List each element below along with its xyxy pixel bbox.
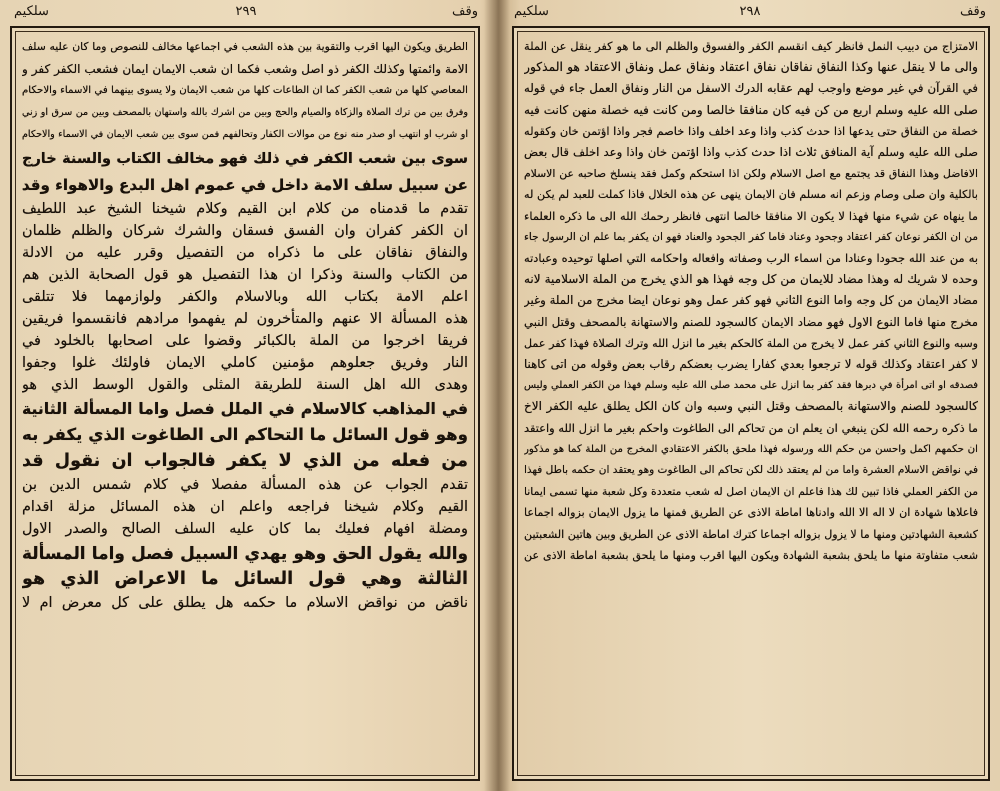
text-line: تقدم الجواب عن هذه المسألة مفصلا في كلام شمس الدين بن	[22, 477, 468, 493]
text-line: الامتزاج من دبيب النمل فانظر كيف انقسم الكفر والفسوق والظلم الى ما هو كفر ينقل عن الملة	[524, 39, 978, 53]
left-text-block	[22, 36, 468, 773]
text-line: المعاصي كلها من شعب الكفر كما ان الطاعات كلها من شعب الايمان ولا يسوى بينهما في الاسماء والاحكام	[22, 85, 468, 96]
left-header-left: سلكيم	[14, 4, 49, 19]
text-line: الطريق ويكون اليها اقرب والتقوية بين هذه الشعب في اجماعها مخالف للنصوص وما كان عليه سلف	[22, 40, 468, 53]
text-line: مخرج منها فاما النوع الاول فهو مضاد الايمان كالسجود للصنم والاستهانة بالمصحف وقتل النبي	[524, 314, 978, 329]
text-line: من الكتاب والسنة وذكرا ان هذا التفصيل هو قول الصحابة الذين هم	[22, 267, 468, 283]
text-line: فريقا اخرجوا من الملة بالكبائر وقضوا على اصحابها بالخلود في	[22, 333, 468, 349]
text-line: والى ما لا ينقل عنها وكذا النفاق نفاقان نفاق اعتقاد ونفاق عمل ونفاق الاعتقاد هو المذكور	[524, 60, 978, 75]
text-line: صلى الله عليه وسلم آية المنافق ثلاث اذا حدث كذب واذا اؤتمن خان واذا وعد اخلف قال بعض	[524, 145, 978, 160]
left-page-number: ٢٩٩	[235, 4, 257, 19]
text-line: في المذاهب كالاسلام في الملل فصل واما المسألة الثانية	[22, 399, 468, 418]
text-line: من ان الكفر نوعان كفر اعتقاد وجحود وعناد فاما كفر الجحود والعناد فهو ان يكفر بما علم ان الرسول جاء	[524, 230, 978, 243]
text-line: وهو قول السائل ما التحاكم الى الطاغوت الذي يكفر به	[22, 425, 468, 444]
text-line: بالكلية وان صلى وصام وزعم انه مسلم فان الايمان ينهى عن هذه الخلال فاذا كملت للعبد لم يكن له	[524, 188, 978, 202]
text-line: القيم وكلام شيخنا فراجعه واعلم ان هذه المسائل مزلة اقدام	[22, 499, 468, 515]
text-line: اعلم الامة بكتاب الله وبالاسلام والكفر ولوازمهما فلا تتلقى	[22, 289, 468, 305]
text-line: ومضلة افهام فعليك بما كان عليه السلف الصالح والصدر الاول	[22, 521, 468, 537]
text-line: هذه المسألة الا عنهم والمتأخرون لم يفهموا مرادهم فانقسموا فريقين	[22, 311, 468, 327]
text-line: كالسجود للصنم والاستهانة بالمصحف وقتل النبي وسبه وان كان الكل يطلق عليه الكفر الاخ	[524, 399, 978, 414]
text-line: ناقض من نواقض الاسلام ما حكمه هل يطلق على كل معرض ام لا	[22, 595, 468, 611]
right-header-left: سلكيم	[514, 4, 549, 19]
text-line: وسبه والنوع الثاني كفر عمل لا يخرج من الملة كالحكم بغير ما انزل الله وترك الصلاة فهذا كفر عمل	[524, 336, 978, 350]
left-header-right: وقف	[452, 4, 478, 19]
text-line: في القرآن في غير موضع واوجب لهم عقابه الدرك الاسفل من النار ونفاق العمل جاء في قوله	[524, 81, 978, 96]
text-line: تقدم ما قدمناه من كلام ابن القيم وكلام شيخنا الشيخ عبد اللطيف	[22, 201, 468, 217]
text-line: كشعبة الشهادتين ومنها ما لا يزول بزواله اجماعا كترك اماطة الاذى عن الطريق وبين هاتين الشعبتين	[524, 527, 978, 541]
text-line: ما ذكره رحمه الله لكن ينبغي ان يعلم ان من تحاكم الى الطاغوت واحكم بغير ما انزل الله واعتقد	[524, 420, 978, 435]
text-line: ما ينهاه عن شيء منها فهذا لا يكون الا منافقا خالصا انتهى فانظر رحمك الله الى ما ذكره العلماء	[524, 208, 978, 223]
right-text-frame	[512, 26, 990, 781]
text-line: خصلة من النفاق حتى يدعها اذا حدث كذب واذا وعد اخلف واذا خاصم فجر واذا اؤتمن خان وكقوله	[524, 123, 978, 138]
text-line: ان حكمهم اكمل واحسن من حكم الله ورسوله فهذا ملحق بالكفر الاعتقادي المخرج من الملة كما هو مذكور	[524, 443, 978, 455]
text-line: وفرق بين من ترك الصلاة والزكاة والصيام والحج وبين من اشرك بالله واستهان بالمصحف وبين من سرق او زني	[22, 107, 468, 118]
text-line: الامة وائمتها وكذلك الكفر ذو اصل وشعب فكما ان شعب الايمان ايمان فشعب الكفر كفر و	[22, 62, 468, 76]
text-line: وحده لا شريك له وهذا مضاد للايمان من كل وجه فهذا هو الذي يخرج من الملة الاسلامية لانه	[524, 272, 978, 287]
text-line: مضاد الايمان من كل وجه واما النوع الثاني فهو كفر عمل وهو نوعان ايضا مخرج من الملة وغير	[524, 293, 978, 308]
text-line: لا كفر اعتقاد وكذلك قوله لا ترجعوا بعدي كفارا يضرب بعضكم رقاب بعض وقوله من اتى كاهنا	[524, 357, 978, 372]
right-page-number: ٢٩٨	[739, 4, 761, 19]
text-line: عن سبيل سلف الامة داخل في عموم اهل البدع والاهواء وقد	[22, 176, 468, 194]
text-line: فصدقه او اتى امرأة في دبرها فقد كفر بما انزل على محمد صلى الله عليه وسلم فهذا من الكفر العملي وليس	[524, 380, 978, 392]
text-line: ان الكفر كفران وان الفسق فسقان والشرك شركان والظلم ظلمان	[22, 223, 468, 239]
text-line: صلى الله عليه وسلم اربع من كن فيه كان منافقا خالصا ومن كانت فيه خصلة منهن كانت فيه	[524, 102, 978, 117]
right-page	[500, 0, 1000, 791]
right-text-block	[524, 36, 978, 773]
text-line: به من عند الله جحودا وعنادا من اسماء الرب وصفاته وافعاله واحكامه التي اصلها توحيده وعبادته	[524, 251, 978, 266]
text-line: في نواقض الاسلام العشرة واما من لم يعتقد ذلك لكن تحاكم الى الطاغوت وهو يعتقد ان حكمه باطل فهذا	[524, 464, 978, 477]
text-line: الافاضل وهذا النفاق قد يجتمع مع اصل الاسلام ولكن اذا استحكم وكمل فقد ينسلخ صاحبه عن الاسلام	[524, 167, 978, 181]
text-line: من الكفر العملي فاذا تبين لك هذا فاعلم ان الايمان اصل له شعب متعددة وكل شعبة منها تسمى ايمانا	[524, 485, 978, 499]
text-line: الثالثة وهي قول السائل ما الاعراض الذي هو	[22, 569, 468, 589]
text-line: او شرب او انتهب او صدر منه نوع من موالات الكفار وتحالفهم فمن سوى بين شعب الايمان في الاسماء والاحكام	[22, 129, 468, 140]
text-line: سوى بين شعب الكفر في ذلك فهو مخالف الكتاب والسنة خارج	[22, 151, 468, 167]
text-line: شعب متفاوتة منها ما يلحق بشعبة الشهادة ويكون اليها اقرب ومنها ما يلحق بشعبة اماطة الاذى عن	[524, 548, 978, 562]
text-line: والنفاق نفاقان على ما ذكراه من التفصيل وقرر عليه من الادلة	[22, 245, 468, 261]
text-line: من فعله من الذي لا يكفر فالجواب ان نقول قد	[22, 451, 468, 471]
right-header-right: وقف	[960, 4, 986, 19]
text-line: وهدى الله اهل السنة للطريقة المثلى والقول الوسط الذي هو	[22, 377, 468, 393]
text-line: والله يقول الحق وهو يهدي السبيل فصل واما المسألة	[22, 543, 468, 563]
text-line: فاعلاها شهادة ان لا اله الا الله وادناها اماطة الاذى عن الطريق فمنها ما يزول الايمان بزواله اجماعا	[524, 506, 978, 520]
left-text-frame	[10, 26, 480, 781]
left-running-header	[14, 4, 478, 26]
right-running-header	[514, 4, 986, 26]
book-gutter	[484, 0, 510, 791]
text-line: النار وفريق جعلوهم مؤمنين كاملي الايمان فاولئك غلوا وجفوا	[22, 355, 468, 371]
left-page	[0, 0, 492, 791]
